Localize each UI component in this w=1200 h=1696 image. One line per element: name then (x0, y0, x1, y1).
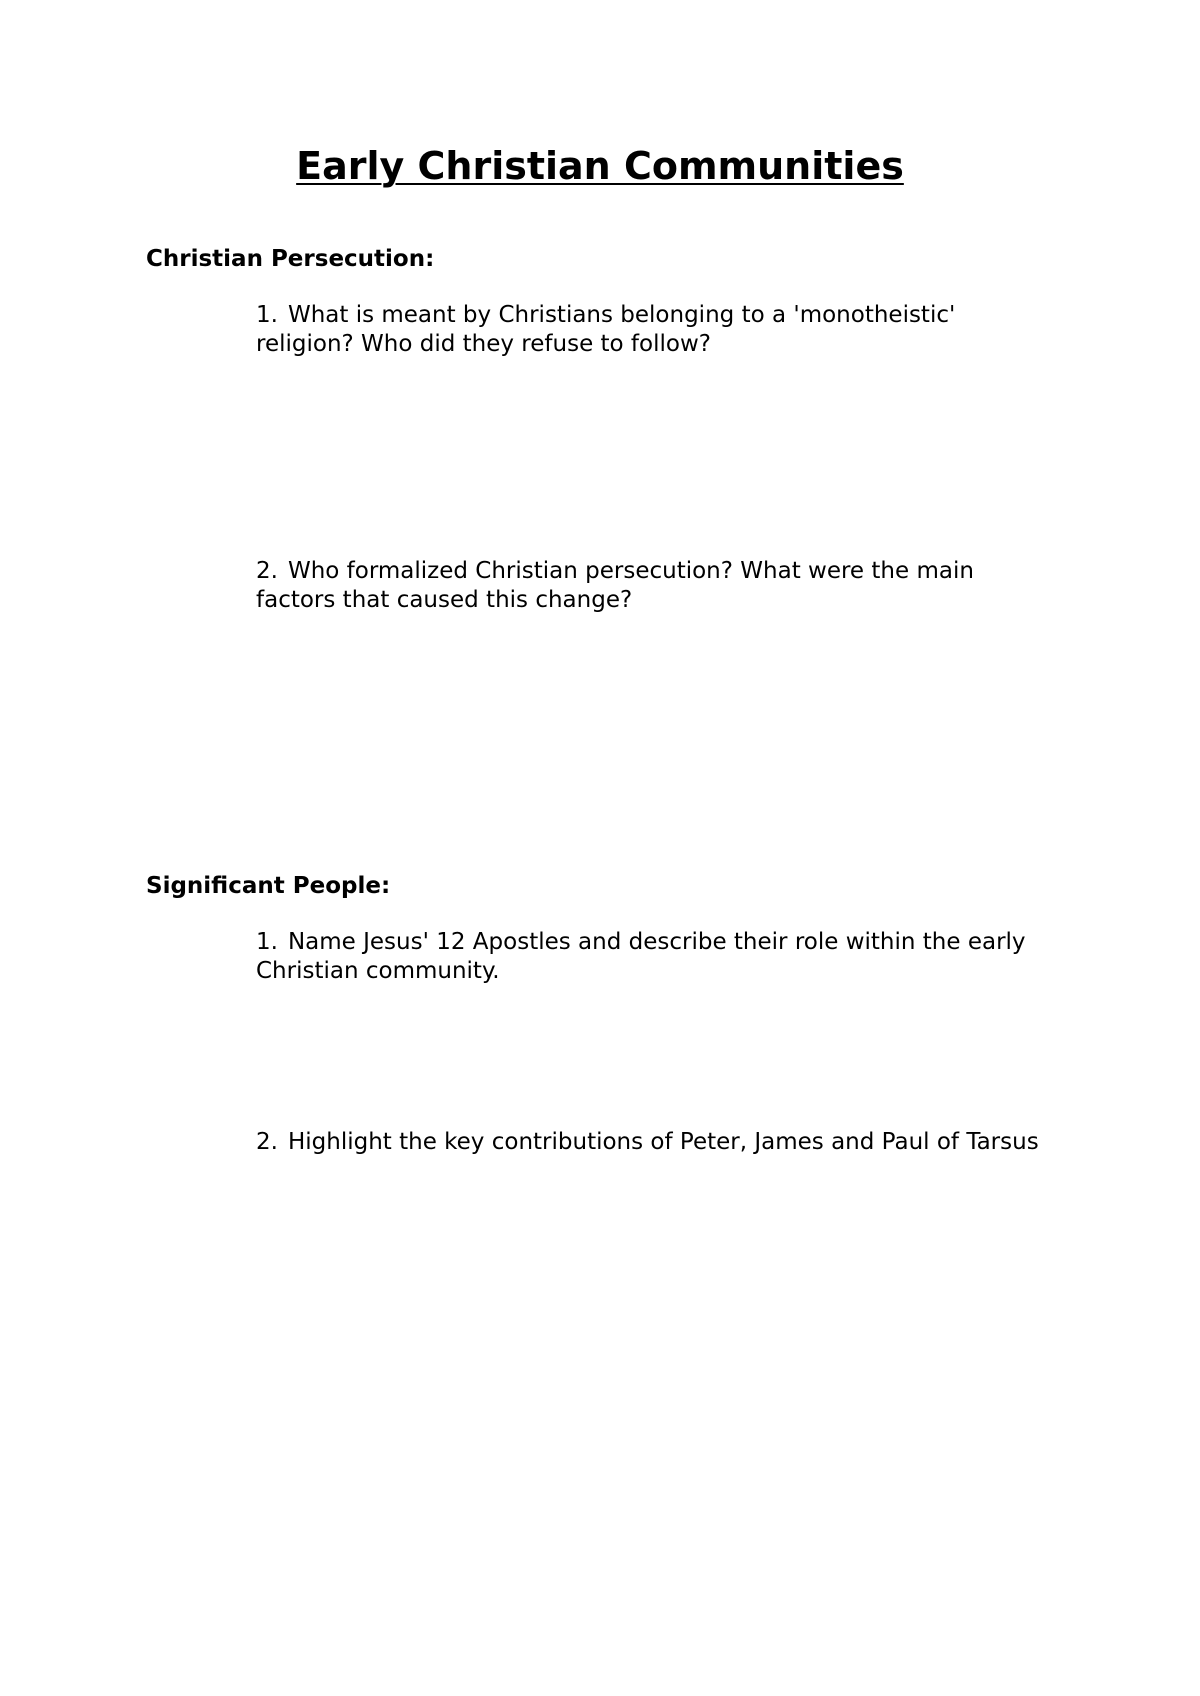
question-text: Name Jesus' 12 Apostles and describe their role within the early Christian community. (256, 929, 1026, 984)
question-people-2 (256, 1128, 1056, 1157)
question-text: What is meant by Christians belonging to a 'monotheistic' religion? Who did they refuse to follow? (256, 302, 956, 357)
question-persecution-2 (256, 557, 1056, 615)
question-persecution-1 (256, 301, 1056, 359)
question-number: 1. (256, 929, 278, 955)
question-text: Who formalized Christian persecution? What were the main factors that caused this change? (256, 558, 974, 613)
question-number: 2. (256, 558, 278, 584)
section-heading-christian-persecution: Christian Persecution: (146, 246, 435, 272)
question-number: 2. (256, 1129, 278, 1155)
question-number: 1. (256, 302, 278, 328)
page-title: Early Christian Communities (296, 144, 904, 188)
section-heading-significant-people: Significant People: (146, 873, 391, 899)
question-people-1 (256, 928, 1056, 986)
question-text: Highlight the key contributions of Peter, James and Paul of Tarsus (287, 1129, 1039, 1155)
